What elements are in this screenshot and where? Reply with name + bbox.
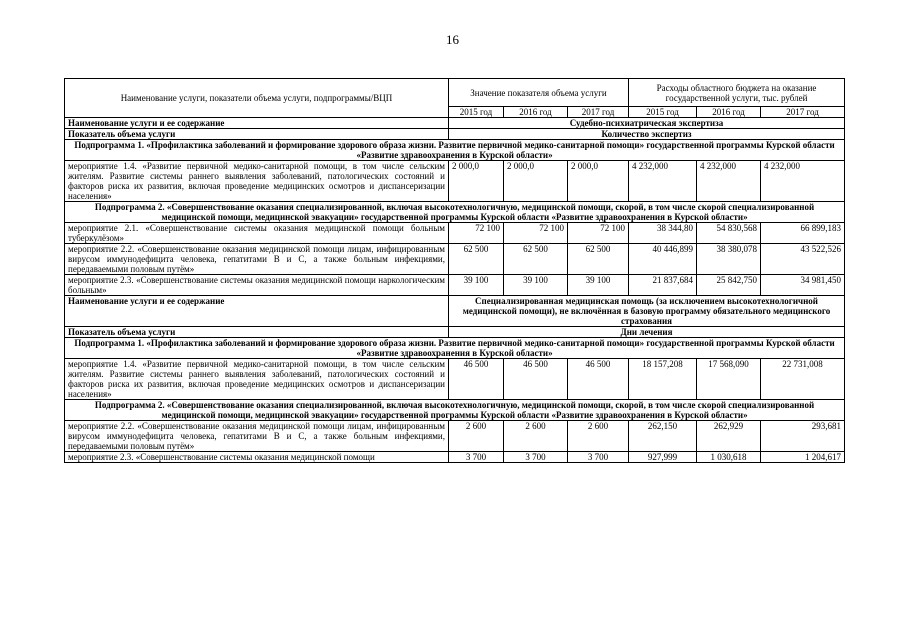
value-cell: 293,681 <box>761 421 845 452</box>
year-cell: 2016 год <box>504 107 568 118</box>
section1-indicator-row <box>65 129 845 140</box>
indicator-label: Показатель объема услуги <box>65 129 449 140</box>
value-cell: 62 500 <box>504 244 568 275</box>
measure-name: мероприятие 2.1. «Совершенствование системы оказания медицинской помощи больным туберкулёзом» <box>65 223 449 244</box>
value-cell: 46 500 <box>449 359 504 400</box>
value-cell: 4 232,000 <box>697 161 761 202</box>
table-row <box>65 421 845 452</box>
value-cell: 2 600 <box>449 421 504 452</box>
measure-name: мероприятие 2.3. «Совершенствование системы оказания медицинской помощи наркологическим больным» <box>65 275 449 296</box>
section1-subprogram2-row <box>65 202 845 223</box>
subprogram-title: Подпрограмма 2. «Совершенствование оказания специализированной, включая высокотехнологичную, медицинской помощи, скорой, в том числе скорой специализированной медицинской помощи, медицинской эвакуации» государственной программы Курской области «Развитие здравоохранения в Курской области» <box>65 400 845 421</box>
value-cell: 72 100 <box>449 223 504 244</box>
table-row <box>65 452 845 463</box>
year-cell: 2015 год <box>629 107 697 118</box>
table-row <box>65 223 845 244</box>
year-cell: 2015 год <box>449 107 504 118</box>
section2-indicator-row <box>65 327 845 338</box>
header-volume-cell: Значение показателя объема услуги <box>449 79 629 107</box>
section2-subprogram2-row <box>65 400 845 421</box>
value-cell: 39 100 <box>449 275 504 296</box>
subprogram-title: Подпрограмма 1. «Профилактика заболеваний и формирование здорового образа жизни. Развитие первичной медико-санитарной помощи» государственной программы Курской области «Развитие здравоохранения в Курской области» <box>65 140 845 161</box>
section1-name-row <box>65 118 845 129</box>
measure-name: мероприятие 2.2. «Совершенствование оказания медицинской помощи лицам, инфицированным вирусом иммунодефицита человека, гепатитами В и С, а также больным инфекциями, передаваемыми половым путём» <box>65 244 449 275</box>
service-name-value: Судебно-психиатрическая экспертиза <box>449 118 845 129</box>
value-cell: 46 500 <box>504 359 568 400</box>
value-cell: 39 100 <box>568 275 629 296</box>
service-name-label: Наименование услуги и ее содержание <box>65 118 449 129</box>
value-cell: 34 981,450 <box>761 275 845 296</box>
value-cell: 2 000,0 <box>568 161 629 202</box>
header-row <box>65 79 845 107</box>
value-cell: 3 700 <box>504 452 568 463</box>
service-name-label: Наименование услуги и ее содержание <box>65 296 449 327</box>
section1-subprogram1-row <box>65 140 845 161</box>
header-budget-cell: Расходы областного бюджета на оказание государственной услуги, тыс. рублей <box>629 79 845 107</box>
subprogram-title: Подпрограмма 2. «Совершенствование оказания специализированной, включая высокотехнологичную, медицинской помощи, скорой, в том числе скорой специализированной медицинской помощи, медицинской эвакуации» государственной программы Курской области «Развитие здравоохранения в Курской области» <box>65 202 845 223</box>
year-cell: 2017 год <box>568 107 629 118</box>
table-row <box>65 161 845 202</box>
section2-subprogram1-row <box>65 338 845 359</box>
measure-name: мероприятие 1.4. «Развитие первичной медико-санитарной помощи, в том числе сельским жителям. Развитие системы раннего выявления заболеваний, патологических состояний и факторов риска их развития, включая проведение медицинских осмотров и диспансеризации населения» <box>65 359 449 400</box>
value-cell: 3 700 <box>449 452 504 463</box>
subprogram-title: Подпрограмма 1. «Профилактика заболеваний и формирование здорового образа жизни. Развитие первичной медико-санитарной помощи» государственной программы Курской области «Развитие здравоохранения в Курской области» <box>65 338 845 359</box>
value-cell: 262,150 <box>629 421 697 452</box>
value-cell: 46 500 <box>568 359 629 400</box>
measure-name: мероприятие 1.4. «Развитие первичной медико-санитарной помощи, в том числе сельским жителям. Развитие системы раннего выявления заболеваний, патологических состояний и факторов риска их развития, включая проведение медицинских осмотров и диспансеризации населения» <box>65 161 449 202</box>
header-name-cell: Наименование услуги, показатели объема услуги, подпрограммы/ВЦП <box>65 79 449 118</box>
value-cell: 25 842,750 <box>697 275 761 296</box>
value-cell: 22 731,008 <box>761 359 845 400</box>
value-cell: 72 100 <box>568 223 629 244</box>
value-cell: 17 568,090 <box>697 359 761 400</box>
value-cell: 4 232,000 <box>761 161 845 202</box>
value-cell: 1 030,618 <box>697 452 761 463</box>
measure-name: мероприятие 2.3. «Совершенствование системы оказания медицинской помощи <box>65 452 449 463</box>
page-number: 16 <box>446 32 459 47</box>
value-cell: 40 446,899 <box>629 244 697 275</box>
value-cell: 2 600 <box>568 421 629 452</box>
services-table <box>64 78 845 463</box>
indicator-value: Количество экспертиз <box>449 129 845 140</box>
section2-name-row <box>65 296 845 327</box>
indicator-value: Дни лечения <box>449 327 845 338</box>
value-cell: 3 700 <box>568 452 629 463</box>
value-cell: 38 344,80 <box>629 223 697 244</box>
value-cell: 72 100 <box>504 223 568 244</box>
value-cell: 62 500 <box>449 244 504 275</box>
value-cell: 927,999 <box>629 452 697 463</box>
service-name-value: Специализированная медицинская помощь (за исключением высокотехнологичной медицинской помощи), не включённая в базовую программу обязательного медицинского страхования <box>449 296 845 327</box>
value-cell: 18 157,208 <box>629 359 697 400</box>
year-cell: 2016 год <box>697 107 761 118</box>
value-cell: 2 000,0 <box>449 161 504 202</box>
table-row <box>65 244 845 275</box>
value-cell: 2 000,0 <box>504 161 568 202</box>
value-cell: 54 830,568 <box>697 223 761 244</box>
indicator-label: Показатель объема услуги <box>65 327 449 338</box>
value-cell: 1 204,617 <box>761 452 845 463</box>
table-row <box>65 359 845 400</box>
value-cell: 4 232,000 <box>629 161 697 202</box>
measure-name: мероприятие 2.2. «Совершенствование оказания медицинской помощи лицам, инфицированным вирусом иммунодефицита человека, гепатитами В и С, а также больным инфекциями, передаваемыми половым путём» <box>65 421 449 452</box>
value-cell: 2 600 <box>504 421 568 452</box>
table-row <box>65 275 845 296</box>
value-cell: 262,929 <box>697 421 761 452</box>
value-cell: 21 837,684 <box>629 275 697 296</box>
value-cell: 66 899,183 <box>761 223 845 244</box>
year-cell: 2017 год <box>761 107 845 118</box>
value-cell: 43 522,526 <box>761 244 845 275</box>
value-cell: 38 380,078 <box>697 244 761 275</box>
value-cell: 62 500 <box>568 244 629 275</box>
value-cell: 39 100 <box>504 275 568 296</box>
